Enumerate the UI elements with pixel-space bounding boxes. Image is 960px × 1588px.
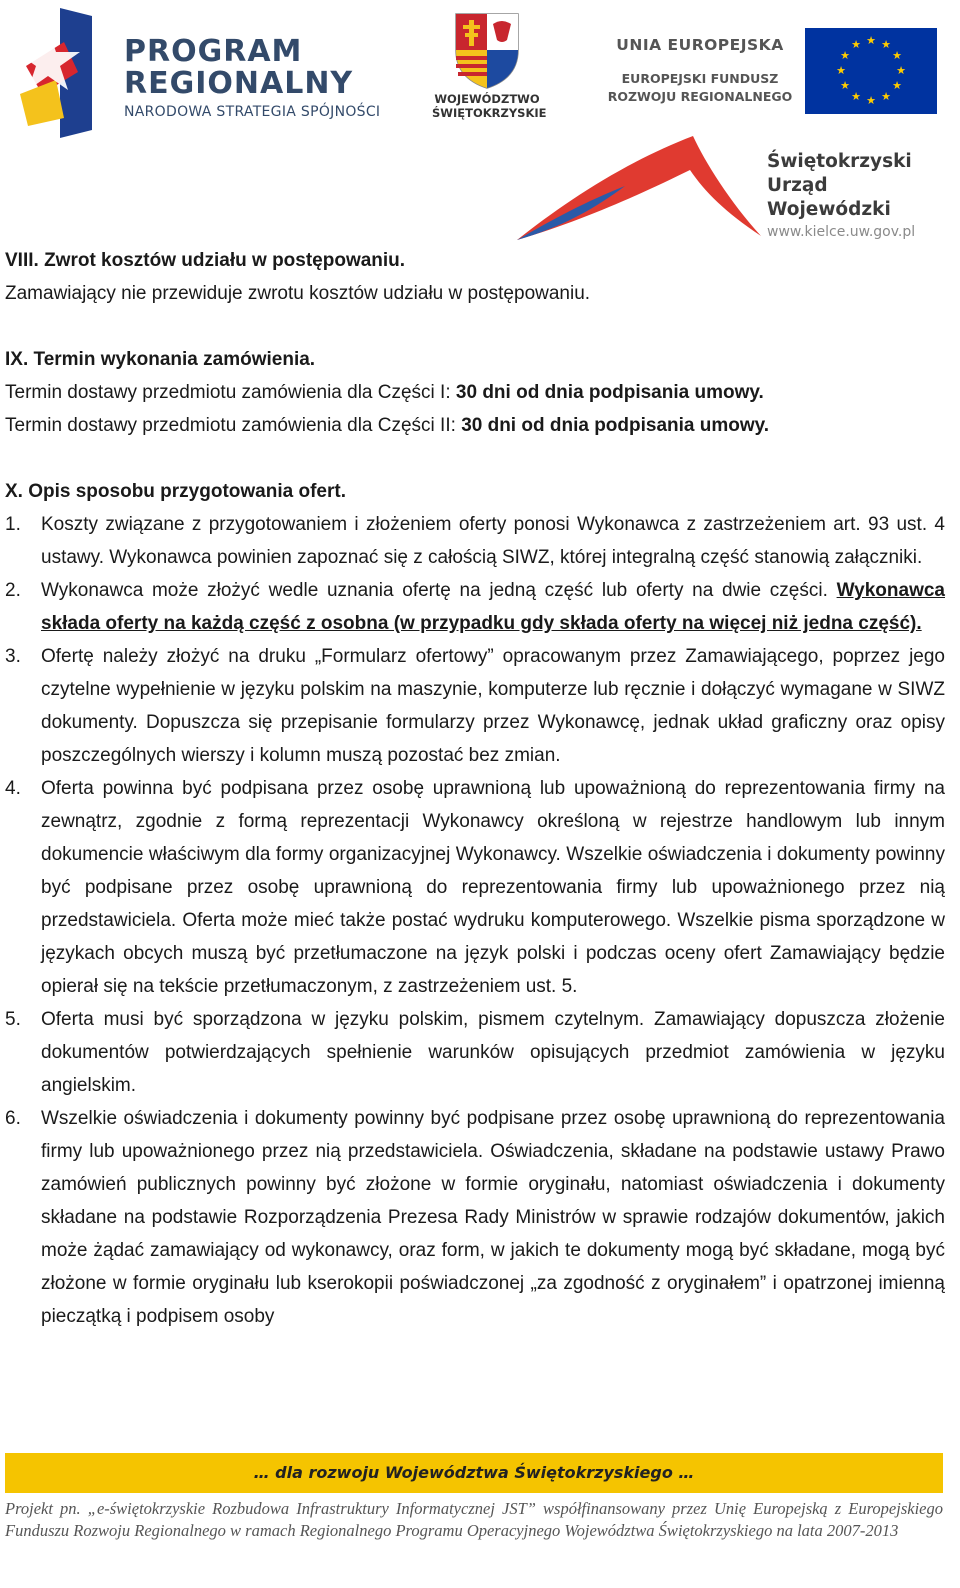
mountain-graphic-icon (515, 132, 765, 242)
list-item-number: 1. (5, 514, 21, 535)
svg-text:★: ★ (851, 38, 861, 51)
eu-logo-line2: EUROPEJSKI FUNDUSZ (621, 71, 779, 86)
delivery-term-part-2-value: 30 dni od dnia podpisania umowy. (461, 415, 770, 436)
section-10 (5, 475, 945, 1333)
list-item-text: Oferta powinna być podpisana przez osobę uprawnioną lub upoważnioną do reprezentowania firmy na zewnątrz, zgodnie z formą reprezentacji Wykonawcy określoną w rejestrze handlowym lub innym dokumencie właściwym dla formy organizacyjnej Wykonawcy. Wszelkie oświadczenia i dokumenty powinny być podpisane przez osobę uprawnioną do reprezentowania firmy lub upoważnionego przez nią przedstawiciela. Oferta może mieć także postać wydruku komputerowego. Wszelkie pisma sporządzone w językach obcych muszą być przetłumaczone na język polski i podczas oceny ofert Zamawiający będzie opierał się na tekście przetłumaczonym, z zastrzeżeniem ust. 5. (41, 778, 945, 997)
svg-text:★: ★ (866, 94, 876, 107)
svg-text:★: ★ (851, 90, 861, 103)
delivery-term-part-1-value: 30 dni od dnia podpisania umowy. (455, 382, 764, 403)
svg-text:★: ★ (840, 79, 850, 92)
program-regionalny-emblem (20, 8, 120, 138)
program-logo-line3: NARODOWA STRATEGIA SPÓJNOŚCI (124, 104, 381, 120)
list-item-text: Wykonawca może złożyć wedle uznania ofertę na jedną część lub oferty na dwie części. (41, 580, 837, 601)
program-regionalny-logo (20, 8, 400, 138)
footer-project-note: Projekt pn. „e-świętokrzyskie Rozbudowa Infrastruktury Informatycznej JST” współfinansowany przez Unię Europejską z Europejskiego Funduszu Rozwoju Regionalnego w ramach Regionalnego Programu Operacyjnego Województwa Świętokrzyskiego na lata 2007-2013 (5, 1499, 943, 1540)
program-logo-line2: REGIONALNY (124, 66, 354, 101)
list-item-number: 3. (5, 646, 21, 667)
footer-slogan-band (5, 1453, 943, 1493)
svg-text:★: ★ (892, 79, 902, 92)
section-8-heading: VIII. Zwrot kosztów udziału w postępowaniu. (5, 250, 406, 271)
svg-text:★: ★ (836, 64, 846, 77)
delivery-term-part-1 (5, 376, 945, 409)
svg-text:★: ★ (896, 64, 906, 77)
delivery-term-part-2-label: Termin dostawy przedmiotu zamówienia dla Części II: (5, 415, 462, 436)
document-body (5, 244, 945, 1333)
eu-logo-line1: UNIA EUROPEJSKA (616, 36, 784, 54)
list-item (5, 772, 945, 1003)
list-item-number: 4. (5, 778, 21, 799)
list-item (5, 508, 945, 574)
offer-preparation-list (5, 508, 945, 1333)
section-9 (5, 343, 945, 442)
svg-text:★: ★ (866, 34, 876, 47)
list-item-number: 2. (5, 580, 21, 601)
list-item (5, 640, 945, 772)
list-item (5, 1003, 945, 1102)
list-item-text: Oferta musi być sporządzona w języku polskim, pismem czytelnym. Zamawiający dopuszcza złożenie dokumentów potwierdzających spełnienie warunków opisujących przedmiot zamówienia w języku angielskim. (41, 1009, 945, 1096)
office-logo-line2: Urząd Wojewódzki (767, 175, 891, 220)
section-9-heading: IX. Termin wykonania zamówienia. (5, 349, 316, 370)
list-item-text: Koszty związane z przygotowaniem i złożeniem oferty ponosi Wykonawca z zastrzeżeniem art. 93 ust. 4 ustawy. Wykonawca powinien zapoznać się z całością SIWZ, której integralną część stanowią załączniki. (41, 514, 945, 568)
list-item-number: 5. (5, 1009, 21, 1030)
office-website: www.kielce.uw.gov.pl (767, 224, 916, 240)
list-item (5, 1102, 945, 1333)
section-8 (5, 244, 945, 310)
eu-logo (600, 28, 950, 128)
section-8-text: Zamawiający nie przewiduje zwrotu kosztów udziału w postępowaniu. (5, 283, 591, 304)
section-10-heading: X. Opis sposobu przygotowania ofert. (5, 481, 346, 502)
list-item-text: Ofertę należy złożyć na druku „Formularz ofertowy” opracowanym przez Zamawiającego, poprzez jego czytelne wypełnienie w języku polskim na maszynie, komputerze lub ręcznie i dołączyć wymagane w SIWZ dokumenty. Dopuszcza się przepisanie formularzy przez Wykonawcę, jednak układ graficzny oraz opisy poszczególnych wierszy i kolumn muszą pozostać bez zmian. (41, 646, 945, 766)
list-item-emphasis: Wykonawca składa oferty na każdą część z osobna (w przypadku gdy składa oferty na więcej niż jedna część). (41, 580, 945, 634)
svg-text:★: ★ (892, 49, 902, 62)
delivery-term-part-1-label: Termin dostawy przedmiotu zamówienia dla Części I: (5, 382, 456, 403)
list-item (5, 574, 945, 640)
list-item-text: Wszelkie oświadczenia i dokumenty powinny być podpisane przez osobę uprawnioną do reprezentowania firmy lub upoważnionego przez nią przedstawiciela. Oświadczenia, składane na podstawie ustawy Prawo zamówień publicznych powinny być złożone w formie oryginału, natomiast oświadczenia i dokumenty składane na podstawie Rozporządzenia Prezesa Rady Ministrów w sprawie rodzajów dokumentów, jakich może żądać zamawiający od wykonawcy, oraz form, w jakich te dokumenty mogą być składane, mogą być złożone w formie oryginału lub kserokopii poświadczonej „za zgodność z oryginałem” i opatrzonej imienną pieczątką i podpisem osoby (41, 1108, 945, 1327)
svg-text:★: ★ (881, 90, 891, 103)
wojewodztwo-logo (432, 10, 547, 125)
svg-text:★: ★ (881, 38, 891, 51)
swietokrzyski-urzad-logo (515, 132, 955, 242)
coat-of-arms-icon (452, 10, 522, 90)
region-logo-line2: ŚWIĘTOKRZYSKIE (432, 106, 547, 120)
office-logo-line1: Świętokrzyski (767, 151, 912, 172)
footer-slogan: … dla rozwoju Województwa Świętokrzyskiego … (253, 1463, 695, 1482)
region-logo-line1: WOJEWÓDZTWO (434, 92, 540, 106)
eu-flag-icon (805, 28, 937, 114)
svg-text:★: ★ (840, 49, 850, 62)
eu-logo-line3: ROZWOJU REGIONALNEGO (607, 89, 793, 104)
delivery-term-part-2 (5, 409, 945, 442)
program-logo-line1: PROGRAM (124, 34, 303, 69)
list-item-number: 6. (5, 1108, 21, 1129)
